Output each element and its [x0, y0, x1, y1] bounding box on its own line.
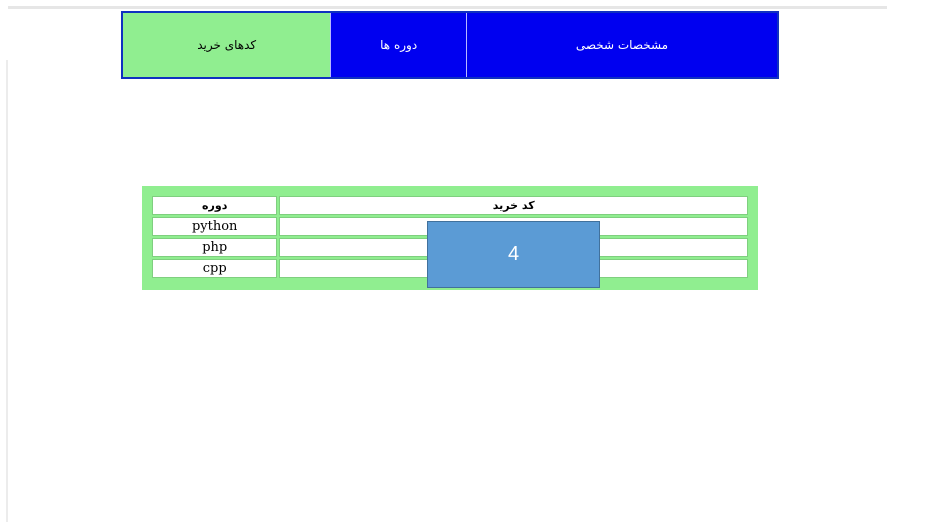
course-cell: python	[152, 217, 277, 236]
column-header-purchase-code: کد خرید	[279, 196, 748, 215]
course-cell: php	[152, 238, 277, 257]
top-border-line	[8, 6, 887, 9]
column-header-course: دوره	[152, 196, 277, 215]
tab-personal-info[interactable]: مشخصات شخصی	[466, 13, 777, 77]
course-cell: cpp	[152, 259, 277, 278]
tab-courses[interactable]: دوره ها	[330, 13, 466, 77]
tab-bar	[121, 11, 779, 79]
annotation-box: 4	[427, 221, 600, 288]
tab-purchase-codes[interactable]: کدهای خرید	[123, 13, 330, 77]
left-border-line	[6, 60, 8, 522]
table-header-row	[152, 196, 748, 215]
